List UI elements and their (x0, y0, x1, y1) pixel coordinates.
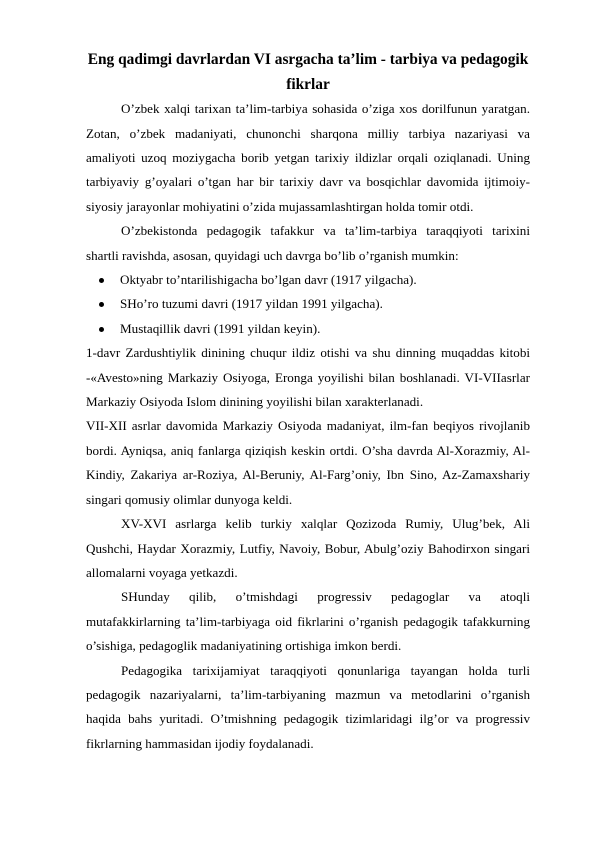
list-item-text: Oktyabr to’ntarilishigacha bo’lgan davr (1917 yilgacha). (120, 272, 417, 288)
list-item (86, 292, 530, 316)
list-item (86, 268, 530, 292)
bullet-dot-icon (99, 278, 104, 283)
pedagogy-history-paragraph: Pedagogika tarixijamiyat taraqqiyoti qonunlariga tayangan holda turli pedagogik nazariyalarni, ta’lim-tarbiyaning mazmun va metodlarini o’rganish haqida bahs yuritadi. O’tmishning pedagogik tizimlaridagi ilg’or va progressiv fikrlarning hammasidan ijodiy foydalanadi. (86, 662, 530, 751)
xv-xvi-centuries-paragraph: XV-XVI asrlarga kelib turkiy xalqlar Qozizoda Rumiy, Ulug’bek, Ali Qushchi, Haydar Xorazmiy, Lutfiy, Navoiy, Bobur, Abulg’oziy Bahodirxon singari allomalarni voyaga yetkazdi. (86, 516, 530, 580)
periods-intro-paragraph: O’zbekistonda pedagogik tafakkur va ta’lim-tarbiya taraqqiyoti tarixini shartli ravishda, asosan, quyidagi uch davrga bo’lib o’rganish mumkin: (86, 223, 530, 263)
vii-xii-centuries-paragraph: VII-XII asrlar davomida Markaziy Osiyoda madaniyat, ilm-fan beqiyos rivojlanib bordi. Ayniqsa, aniq fanlarga qiziqish keskin ortdi. O’sha davrda Al-Xorazmiy, Al-Kindiy, Zakariya ar-Roziya, Al-Beruniy, Al-Farg’oniy, Ibn Sino, Az-Zamaxshariy singari qomusiy olimlar dunyoga keldi. (86, 418, 530, 507)
list-item-text: SHo’ro tuzumi davri (1917 yildan 1991 yilgacha). (120, 296, 383, 312)
intro-paragraph: O’zbek xalqi tarixan ta’lim-tarbiya sohasida o’ziga xos dorilfunun yaratgan. Zotan, o’zbek madaniyati, chunonchi sharqona milliy tarbiya nazariyasi va amaliyoti uzoq moziygacha borib yetgan tarixiy ildizlar orqali oziqlanadi. Uning tarbiyaviy g’oyalari o’tgan har bir tarixiy davr va bosqichlar davomida ijtimoiy-siyosiy jarayonlar mohiyatini o’zida mujassamlashtirgan holda tomir otdi. (86, 101, 530, 214)
conclusion-paragraph: SHunday qilib, o’tmishdagi progressiv pedagoglar va atoqli mutafakkirlarning ta’lim-tarbiyaga oid fikrlarini o’rganish pedagogik tafakkurning o’sishiga, pedagoglik madaniyatining ortishiga imkon berdi. (86, 589, 530, 654)
period-1-paragraph: 1-davr Zardushtiylik dinining chuqur ildiz otishi va shu dinning muqaddas kitobi -«Avesto»ning Markaziy Osiyoga, Eronga yoyilishi bilan boshlanadi. VI-VIIasrlar Markaziy Osiyoda Islom dinining yoyilishi bilan xarakterlanadi. (86, 345, 530, 410)
page-title (86, 44, 530, 97)
bullet-dot-icon (99, 302, 104, 307)
list-item (86, 317, 530, 341)
title-line-2: fikrlar (286, 75, 330, 93)
title-line-1: Eng qadimgi davrlardan VI asrgacha ta’lim - tarbiya va pedagogik (87, 51, 529, 68)
document-page (86, 44, 530, 756)
bullet-dot-icon (99, 327, 104, 332)
list-item-text: Mustaqillik davri (1991 yildan keyin). (120, 320, 321, 336)
periods-list (86, 268, 530, 341)
